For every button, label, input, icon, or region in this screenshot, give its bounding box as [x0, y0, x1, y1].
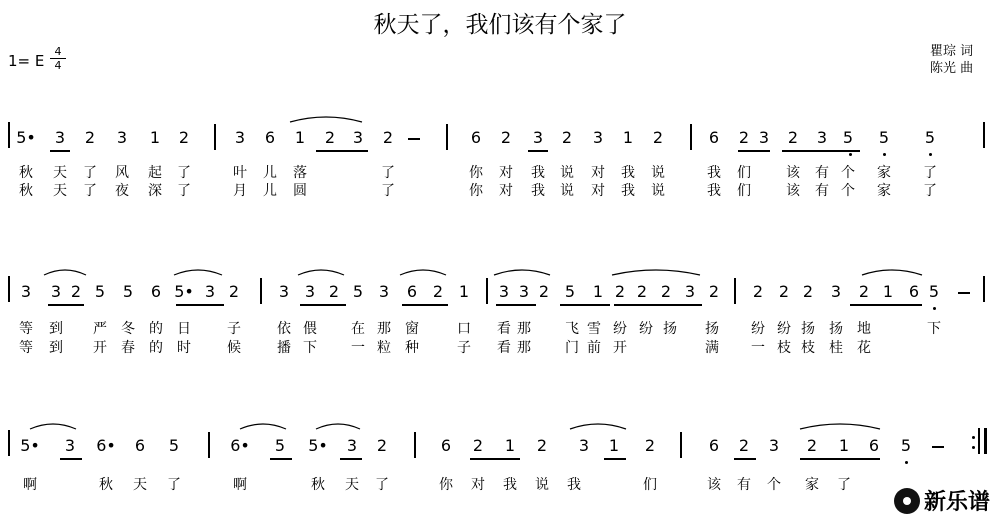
note: 6 — [908, 282, 920, 301]
beam-underline — [316, 150, 368, 152]
note: 5 — [900, 436, 912, 455]
lyric-verse2: 深 — [148, 183, 162, 199]
lyric-verse1: 风 — [115, 165, 129, 181]
lyric-verse2: 了 — [923, 183, 937, 199]
lyric-verse2: 我 — [621, 183, 635, 199]
lyric-verse1: 个 — [767, 477, 781, 493]
lyric-verse1: 秋 — [19, 165, 33, 181]
lyric-verse1: 那 — [517, 321, 531, 337]
lyric-verse1: 扬 — [829, 321, 843, 337]
lyric-verse1: 纷 — [639, 321, 653, 337]
lyric-verse2: 我 — [707, 183, 721, 199]
lyric-verse1: 说 — [535, 477, 549, 493]
lyric-verse1: 的 — [149, 321, 163, 337]
lyric-verse1: 日 — [177, 321, 191, 337]
note: 2 — [802, 282, 814, 301]
lyric-verse2: 有 — [815, 183, 829, 199]
lyric-verse1: 秋 — [311, 477, 325, 493]
lyric-verse1: 我 — [531, 165, 545, 181]
lyric-verse2: 个 — [841, 183, 855, 199]
beam-underline — [604, 458, 626, 460]
note: 3 — [204, 282, 216, 301]
lyric-verse1: 地 — [857, 321, 871, 337]
lyric-verse2: 等 — [19, 340, 33, 356]
lyric-verse1: 窗 — [405, 321, 419, 337]
barline — [690, 124, 692, 150]
lyric-verse1: 有 — [815, 165, 829, 181]
lyric-verse1: 们 — [737, 165, 751, 181]
barline — [8, 122, 10, 148]
note: 6 — [868, 436, 880, 455]
lyric-verse2: 秋 — [19, 183, 33, 199]
lyric-verse2: 对 — [591, 183, 605, 199]
repeat-dot — [972, 446, 975, 449]
note: 3 — [830, 282, 842, 301]
note: 2 — [324, 128, 336, 147]
note: 6• — [230, 436, 250, 455]
beam-underline — [470, 458, 520, 460]
time-sig-bottom: 4 — [54, 59, 62, 72]
lyric-verse2: 前 — [587, 340, 601, 356]
beam-underline — [402, 304, 448, 306]
barline — [260, 278, 262, 304]
note: 2 — [472, 436, 484, 455]
note: 5 — [122, 282, 134, 301]
music-disc-icon — [894, 488, 920, 514]
lyric-verse1: 该 — [707, 477, 721, 493]
lyric-verse1: 说 — [560, 165, 574, 181]
lyric-verse1: 冬 — [121, 321, 135, 337]
note: 2 — [652, 128, 664, 147]
note: 3 — [684, 282, 696, 301]
note: 5 — [168, 436, 180, 455]
note: 3 — [758, 128, 770, 147]
lyric-verse1: 了 — [167, 477, 181, 493]
beam-underline — [850, 304, 922, 306]
lyric-verse1: 雪 — [587, 321, 601, 337]
note: 6 — [708, 436, 720, 455]
note: 2 — [660, 282, 672, 301]
lyric-verse2: 我 — [531, 183, 545, 199]
lyric-verse1: 天 — [53, 165, 67, 181]
note: 6 — [150, 282, 162, 301]
lyric-verse2: 桂 — [829, 340, 843, 356]
beam-underline — [782, 150, 860, 152]
lyric-verse2: 枝 — [801, 340, 815, 356]
barline — [734, 278, 736, 304]
lyric-verse1: 对 — [471, 477, 485, 493]
note: 3 — [54, 128, 66, 147]
slur-arc — [30, 424, 76, 429]
lyric-verse1: 了 — [837, 477, 851, 493]
note: 3 — [532, 128, 544, 147]
barline — [983, 276, 985, 302]
note: 3 — [278, 282, 290, 301]
note: 3 — [64, 436, 76, 455]
note: 2 — [376, 436, 388, 455]
note: 1 — [592, 282, 604, 301]
lyric-verse2: 下 — [303, 340, 317, 356]
lyric-verse1: 我 — [621, 165, 635, 181]
lyric-verse1: 纷 — [751, 321, 765, 337]
slur-arc — [612, 270, 700, 275]
slur-arc — [800, 424, 880, 429]
note: 5• — [308, 436, 328, 455]
slur-arc — [494, 270, 550, 275]
lyric-verse1: 了 — [923, 165, 937, 181]
slur-arc — [174, 270, 222, 275]
note: 1 — [882, 282, 894, 301]
lyric-verse1: 叶 — [233, 165, 247, 181]
lyric-verse1: 啊 — [23, 477, 37, 493]
lyric-verse1: 说 — [651, 165, 665, 181]
beam-underline — [560, 304, 610, 306]
hold-dash — [958, 292, 970, 294]
lyric-verse2: 对 — [499, 183, 513, 199]
slur-arc — [400, 270, 446, 275]
hold-dash — [408, 138, 420, 140]
lyric-verse1: 啊 — [233, 477, 247, 493]
lyric-verse1: 扬 — [663, 321, 677, 337]
lyric-verse2: 门 — [565, 340, 579, 356]
lyric-verse1: 严 — [93, 321, 107, 337]
lyric-verse2: 花 — [857, 340, 871, 356]
lyric-verse1: 在 — [351, 321, 365, 337]
lyric-verse2: 说 — [560, 183, 574, 199]
beam-underline — [300, 304, 346, 306]
lyric-verse2: 开 — [93, 340, 107, 356]
note: 2 — [228, 282, 240, 301]
note: 5 — [928, 282, 940, 301]
lyric-verse1: 依 — [277, 321, 291, 337]
note: 3 — [20, 282, 32, 301]
note: 6 — [708, 128, 720, 147]
composer-credit: 陈光 曲 — [930, 61, 974, 76]
note: 5 — [352, 282, 364, 301]
barline — [680, 432, 682, 458]
lyric-verse1: 个 — [841, 165, 855, 181]
note: 2 — [778, 282, 790, 301]
slur-arc — [862, 270, 922, 275]
note: 6 — [134, 436, 146, 455]
final-barline-thick — [984, 428, 987, 454]
lyric-verse1: 看 — [497, 321, 511, 337]
note: 5 — [94, 282, 106, 301]
lyric-verse2: 圆 — [293, 183, 307, 199]
beam-underline — [340, 458, 362, 460]
time-signature — [50, 46, 66, 71]
lyric-verse1: 下 — [927, 321, 941, 337]
note: 2 — [382, 128, 394, 147]
key-signature: 1= E — [8, 52, 45, 70]
barline — [8, 430, 10, 456]
note: 2 — [432, 282, 444, 301]
lyric-verse2: 枝 — [777, 340, 791, 356]
note: 2 — [536, 436, 548, 455]
lyric-verse1: 对 — [499, 165, 513, 181]
lyric-verse1: 了 — [381, 165, 395, 181]
lyric-verse2: 的 — [149, 340, 163, 356]
note: 2 — [614, 282, 626, 301]
note: 5 — [274, 436, 286, 455]
site-logo — [894, 485, 990, 516]
beam-underline — [528, 150, 548, 152]
note: 2 — [752, 282, 764, 301]
lyric-verse2: 说 — [651, 183, 665, 199]
lyric-verse2: 春 — [121, 340, 135, 356]
beam-underline — [48, 304, 84, 306]
lyric-verse1: 等 — [19, 321, 33, 337]
hold-dash — [932, 446, 944, 448]
lyricist-credit: 瞿琮 词 — [930, 44, 974, 59]
beam-underline — [614, 304, 702, 306]
barline — [486, 278, 488, 304]
beam-underline — [176, 304, 224, 306]
lyric-verse1: 纷 — [777, 321, 791, 337]
note: 6• — [96, 436, 116, 455]
barline — [214, 124, 216, 150]
lyric-verse2: 了 — [177, 183, 191, 199]
lyric-verse2: 了 — [381, 183, 395, 199]
lyric-verse2: 们 — [737, 183, 751, 199]
beam-underline — [60, 458, 82, 460]
lyric-verse1: 该 — [786, 165, 800, 181]
lyric-verse1: 你 — [439, 477, 453, 493]
lyric-verse2: 候 — [227, 340, 241, 356]
note: 1 — [294, 128, 306, 147]
lyric-verse1: 我 — [707, 165, 721, 181]
note: 2 — [70, 282, 82, 301]
lyric-verse1: 落 — [293, 165, 307, 181]
note: 1 — [149, 128, 161, 147]
note: 3 — [518, 282, 530, 301]
note: 3 — [498, 282, 510, 301]
lyric-verse2: 夜 — [115, 183, 129, 199]
lyric-verse1: 天 — [133, 477, 147, 493]
note: 3 — [50, 282, 62, 301]
note: 2 — [178, 128, 190, 147]
lyric-verse1: 子 — [227, 321, 241, 337]
lyric-verse1: 你 — [469, 165, 483, 181]
logo-text: 新乐谱 — [923, 490, 990, 515]
lyric-verse2: 子 — [457, 340, 471, 356]
note: 5 — [878, 128, 890, 147]
lyric-verse1: 我 — [503, 477, 517, 493]
song-title: 秋天了，我们该有个家了 — [373, 12, 627, 38]
final-barline-thin — [978, 428, 980, 454]
lyric-verse2: 看 — [497, 340, 511, 356]
note: 5 — [842, 128, 854, 147]
note: 2 — [636, 282, 648, 301]
beam-underline — [800, 458, 880, 460]
lyric-verse2: 你 — [469, 183, 483, 199]
lyric-verse2: 家 — [877, 183, 891, 199]
note: 5 — [924, 128, 936, 147]
barline — [983, 122, 985, 148]
lyric-verse1: 偎 — [303, 321, 317, 337]
barline — [208, 432, 210, 458]
slur-arc — [290, 117, 362, 122]
lyric-verse2: 那 — [517, 340, 531, 356]
note: 3 — [352, 128, 364, 147]
octave-dot — [883, 153, 886, 156]
note: 5• — [20, 436, 40, 455]
note: 2 — [328, 282, 340, 301]
lyric-verse1: 到 — [49, 321, 63, 337]
note: 3 — [346, 436, 358, 455]
lyric-verse1: 家 — [805, 477, 819, 493]
slur-arc — [298, 270, 344, 275]
note: 1 — [838, 436, 850, 455]
lyric-verse1: 口 — [457, 321, 471, 337]
lyric-verse1: 家 — [877, 165, 891, 181]
lyric-verse1: 们 — [643, 477, 657, 493]
lyric-verse1: 天 — [345, 477, 359, 493]
slur-arc — [570, 424, 626, 429]
lyric-verse2: 满 — [705, 340, 719, 356]
note: 6 — [264, 128, 276, 147]
lyric-verse1: 纷 — [613, 321, 627, 337]
lyric-verse2: 该 — [786, 183, 800, 199]
lyric-verse2: 儿 — [263, 183, 277, 199]
note: 2 — [787, 128, 799, 147]
lyric-verse1: 秋 — [99, 477, 113, 493]
lyric-verse2: 播 — [277, 340, 291, 356]
lyric-verse1: 扬 — [801, 321, 815, 337]
note: 1 — [458, 282, 470, 301]
note: 1 — [504, 436, 516, 455]
lyric-verse1: 了 — [83, 165, 97, 181]
octave-dot — [849, 153, 852, 156]
note: 6 — [406, 282, 418, 301]
lyric-verse2: 开 — [613, 340, 627, 356]
octave-dot — [905, 461, 908, 464]
lyric-verse1: 起 — [148, 165, 162, 181]
barline — [414, 432, 416, 458]
lyric-verse2: 一 — [351, 340, 365, 356]
lyric-verse1: 了 — [177, 165, 191, 181]
beam-underline — [734, 458, 756, 460]
lyric-verse2: 了 — [83, 183, 97, 199]
lyric-verse2: 天 — [53, 183, 67, 199]
time-sig-top: 4 — [54, 45, 62, 58]
beam-underline — [496, 304, 536, 306]
note: 2 — [738, 128, 750, 147]
lyric-verse1: 扬 — [705, 321, 719, 337]
note: 3 — [378, 282, 390, 301]
beam-underline — [270, 458, 292, 460]
lyric-verse2: 粒 — [377, 340, 391, 356]
note: 2 — [738, 436, 750, 455]
barline — [446, 124, 448, 150]
lyric-verse1: 我 — [567, 477, 581, 493]
note: 5 — [564, 282, 576, 301]
note: 2 — [538, 282, 550, 301]
lyric-verse2: 时 — [177, 340, 191, 356]
lyric-verse1: 那 — [377, 321, 391, 337]
lyric-verse2: 月 — [233, 183, 247, 199]
lyric-verse1: 了 — [375, 477, 389, 493]
note: 2 — [561, 128, 573, 147]
note: 3 — [234, 128, 246, 147]
note: 1 — [622, 128, 634, 147]
repeat-dot — [972, 436, 975, 439]
slur-arc — [240, 424, 286, 429]
lyric-verse1: 对 — [591, 165, 605, 181]
octave-dot — [929, 153, 932, 156]
note: 1 — [608, 436, 620, 455]
lyric-verse1: 儿 — [263, 165, 277, 181]
lyric-verse1: 有 — [737, 477, 751, 493]
note: 2 — [644, 436, 656, 455]
lyric-verse1: 飞 — [565, 321, 579, 337]
beam-underline — [738, 150, 770, 152]
note: 3 — [578, 436, 590, 455]
octave-dot — [933, 307, 936, 310]
slur-arc — [316, 424, 360, 429]
slur-arc — [44, 270, 86, 275]
note: 2 — [500, 128, 512, 147]
note: 6 — [440, 436, 452, 455]
lyric-verse2: 种 — [405, 340, 419, 356]
note: 3 — [768, 436, 780, 455]
note: 2 — [708, 282, 720, 301]
note: 6 — [470, 128, 482, 147]
note: 2 — [84, 128, 96, 147]
note: 5• — [16, 128, 36, 147]
note: 2 — [806, 436, 818, 455]
note: 3 — [816, 128, 828, 147]
note: 3 — [592, 128, 604, 147]
note: 3 — [304, 282, 316, 301]
barline — [8, 276, 10, 302]
beam-underline — [50, 150, 70, 152]
note: 3 — [116, 128, 128, 147]
lyric-verse2: 一 — [751, 340, 765, 356]
lyric-verse2: 到 — [49, 340, 63, 356]
note: 2 — [858, 282, 870, 301]
note: 5• — [174, 282, 194, 301]
